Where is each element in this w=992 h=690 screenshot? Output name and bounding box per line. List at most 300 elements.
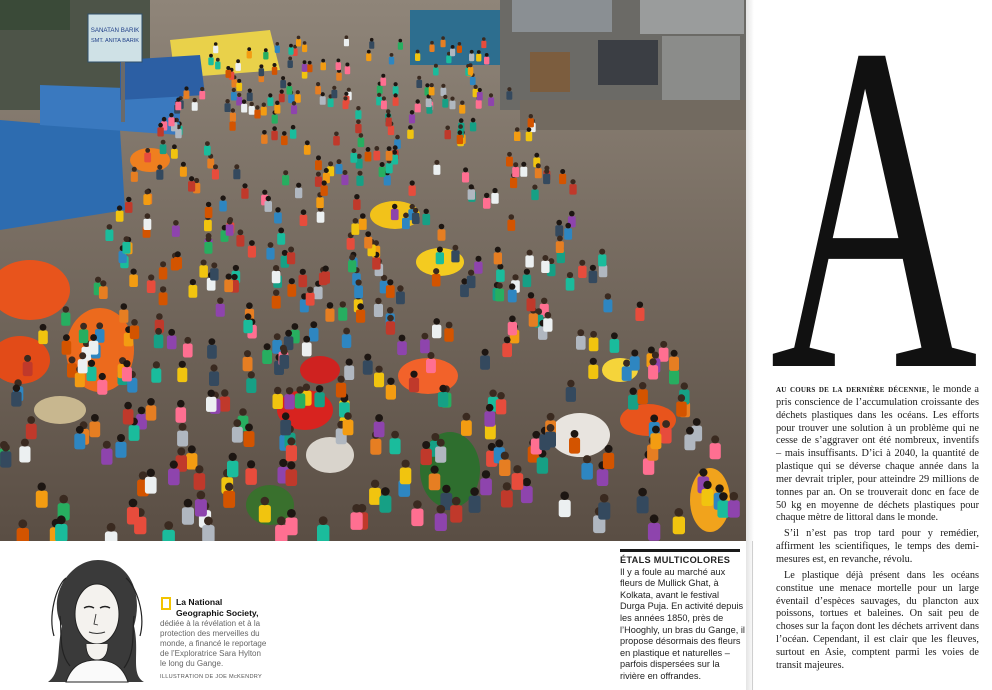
- crowd-person-head: [478, 88, 482, 92]
- crowd-person-body: [156, 170, 163, 180]
- crowd-person-body: [75, 373, 85, 388]
- crowd-person-head: [321, 59, 325, 63]
- crowd-person-body: [286, 469, 298, 486]
- crowd-person-head: [387, 307, 394, 314]
- crowd-person-body: [259, 68, 265, 76]
- crowd-person-head: [69, 356, 76, 363]
- crowd-person-head: [468, 270, 474, 276]
- crowd-person-body: [386, 151, 393, 161]
- crowd-person-head: [376, 366, 383, 373]
- crowd-person-body: [184, 90, 190, 99]
- crowd-person-head: [131, 319, 138, 326]
- crowd-person-body: [356, 310, 365, 323]
- crowd-person-head: [277, 516, 286, 525]
- crowd-person-head: [181, 162, 186, 167]
- crowd-person-head: [605, 445, 613, 453]
- crowd-person-body: [229, 122, 235, 131]
- crowd-person-body: [338, 308, 347, 321]
- crowd-person-body: [295, 188, 302, 199]
- crowd-person-body: [543, 174, 550, 184]
- crowd-person-body: [402, 218, 410, 229]
- crowd-person-head: [292, 323, 299, 330]
- crowd-person-body: [317, 212, 325, 223]
- crowd-person-head: [259, 64, 263, 68]
- crowd-person-head: [264, 343, 271, 350]
- crowd-person-head: [289, 278, 295, 284]
- roof-right: [640, 0, 744, 34]
- crowd-person-body: [119, 310, 128, 323]
- crowd-person-head: [382, 96, 386, 100]
- crowd-person-body: [603, 453, 614, 469]
- crowd-person-head: [319, 516, 328, 525]
- crowd-person-body: [204, 146, 211, 156]
- crowd-person-head: [650, 514, 659, 523]
- crowd-person-head: [434, 64, 438, 68]
- crowd-person-head: [374, 146, 379, 151]
- crowd-person-body: [450, 49, 455, 57]
- crowd-person-body: [566, 387, 576, 402]
- crowd-person-head: [356, 106, 360, 110]
- crowd-person-body: [241, 188, 248, 199]
- crowd-person-body: [160, 144, 167, 154]
- crowd-person-body: [216, 304, 225, 317]
- crowd-person-body: [309, 328, 318, 342]
- crowd-person-body: [271, 131, 278, 140]
- crowd-person-head: [441, 84, 445, 88]
- crowd-person-head: [541, 298, 547, 304]
- crowd-person-head: [430, 83, 434, 87]
- crowd-person-body: [506, 91, 512, 100]
- explorer-portrait-illustration: [40, 556, 152, 684]
- crowd-person-body: [207, 345, 217, 359]
- crowd-person-head: [288, 57, 292, 61]
- crowd-person-head: [197, 491, 206, 500]
- crowd-person-body: [467, 276, 476, 289]
- crowd-person-body: [480, 478, 492, 495]
- crowd-person-head: [188, 445, 196, 453]
- crowd-person-body: [280, 80, 286, 88]
- crowd-person-head: [605, 293, 611, 299]
- crowd-person-body: [175, 102, 181, 111]
- crowd-person-head: [88, 360, 95, 367]
- crowd-person-body: [317, 525, 329, 541]
- crowd-person-head: [394, 82, 398, 86]
- crowd-person-body: [351, 224, 359, 235]
- crowd-person-body: [62, 341, 72, 355]
- crowd-person-head: [375, 298, 381, 304]
- crowd-person-body: [23, 362, 33, 376]
- crowd-person-head: [287, 461, 295, 469]
- crowd-person-body: [369, 488, 381, 505]
- crowd-person-head: [145, 189, 150, 194]
- crowd-person-body: [279, 355, 289, 369]
- crowd-person-head: [121, 303, 128, 310]
- crowd-person-head: [623, 360, 630, 367]
- crowd-person-body: [55, 524, 67, 541]
- crowd-person-head: [528, 292, 534, 298]
- crowd-person-head: [264, 48, 268, 52]
- crowd-person-body: [350, 153, 357, 163]
- crowd-person-body: [168, 117, 174, 126]
- crowd-person-head: [344, 412, 352, 420]
- crowd-person-body: [144, 153, 151, 163]
- crowd-person-head: [390, 53, 394, 57]
- crowd-person-head: [485, 53, 489, 57]
- crowd-person-body: [291, 105, 297, 114]
- crowd-person-body: [470, 77, 476, 85]
- crowd-person-body: [231, 92, 237, 101]
- crowd-person-head: [463, 167, 468, 172]
- crowd-person-body: [176, 407, 187, 422]
- crowd-person-head: [534, 153, 539, 158]
- crowd-person-head: [303, 41, 307, 45]
- crowd-person-body: [288, 47, 293, 55]
- wooden-crate: [530, 52, 570, 92]
- crowd-person-head: [489, 93, 493, 97]
- crowd-person-head: [179, 361, 186, 368]
- crowd-person-head: [413, 500, 422, 509]
- crowd-person-head: [160, 286, 166, 292]
- crowd-person-body: [162, 530, 175, 541]
- crowd-person-head: [486, 404, 494, 412]
- crowd-person-head: [316, 82, 320, 86]
- crowd-person-head: [469, 184, 474, 189]
- crowd-person-body: [232, 427, 243, 443]
- crowd-person-head: [164, 521, 173, 530]
- crowd-person-body: [390, 438, 401, 454]
- crowd-person-body: [336, 73, 342, 81]
- crowd-person-head: [340, 301, 346, 307]
- crowd-person-head: [343, 170, 348, 175]
- crowd-person-head: [332, 86, 336, 90]
- crowd-person-body: [444, 328, 453, 342]
- crowd-person-body: [630, 356, 640, 370]
- crowd-person-body: [348, 260, 356, 272]
- crowd-person-body: [717, 500, 729, 517]
- crowd-person-body: [279, 94, 285, 103]
- crowd-person-head: [547, 413, 555, 421]
- crowd-person-head: [184, 86, 188, 90]
- crowd-person-head: [280, 90, 284, 94]
- crowd-person-body: [159, 267, 168, 279]
- crowd-person-head: [324, 168, 329, 173]
- crowd-person-head: [297, 36, 301, 40]
- crowd-person-body: [306, 293, 315, 306]
- crowd-person-body: [182, 507, 194, 525]
- sign-pole: [121, 62, 125, 122]
- crowd-person-body: [380, 78, 386, 86]
- crowd-person-body: [576, 336, 586, 350]
- crowd-person-body: [432, 274, 441, 287]
- crowd-person-body: [314, 392, 324, 407]
- crowd-person-body: [248, 246, 256, 258]
- crowd-person-head: [208, 390, 215, 397]
- crowd-person-head: [155, 328, 162, 335]
- crowd-person-body: [476, 54, 481, 62]
- crowd-person-head: [90, 334, 97, 341]
- crowd-person-head: [175, 251, 181, 257]
- crowd-person-head: [356, 279, 362, 285]
- crowd-person-body: [450, 505, 462, 522]
- crowd-person-body: [226, 70, 232, 78]
- crowd-person-body: [183, 344, 193, 358]
- crowd-person-head: [38, 483, 46, 491]
- crowd-person-head: [360, 213, 366, 219]
- crowd-person-head: [523, 478, 531, 486]
- crowd-person-head: [321, 92, 325, 96]
- crowd-person-head: [524, 269, 530, 275]
- crowd-person-head: [557, 236, 563, 242]
- crowd-person-body: [230, 113, 236, 122]
- crowd-person-head: [288, 247, 294, 253]
- crowd-person-head: [484, 193, 489, 198]
- crowd-person-head: [600, 494, 609, 503]
- crowd-person-head: [217, 298, 223, 304]
- crowd-person-head: [416, 50, 420, 54]
- shop-sign-line2: SMT. ANITA BARIK: [90, 38, 140, 44]
- crowd-person-body: [19, 446, 30, 462]
- crowd-person-head: [445, 126, 450, 131]
- crowd-person-body: [154, 335, 164, 349]
- crowd-person-head: [410, 180, 415, 185]
- crowd-person-head: [156, 313, 163, 320]
- crowd-person-head: [129, 499, 138, 508]
- crowd-person-body: [275, 46, 280, 54]
- crowd-person-body: [146, 405, 157, 420]
- crowd-person-body: [220, 397, 231, 412]
- crowd-person-head: [107, 523, 116, 532]
- crowd-person-body: [273, 394, 283, 409]
- crowd-person-head: [327, 302, 334, 309]
- crowd-person-body: [336, 62, 341, 70]
- crowd-person-body: [262, 350, 272, 364]
- crowd-person-body: [321, 62, 327, 70]
- crowd-person-body: [559, 500, 571, 517]
- crowd-person-body: [235, 63, 241, 71]
- crowd-person-head: [507, 152, 512, 157]
- crowd-person-head: [247, 460, 255, 468]
- crowd-person-body: [569, 184, 576, 195]
- crowd-person-body: [435, 447, 446, 463]
- crowd-person-body: [494, 252, 502, 264]
- crowd-person-body: [421, 449, 432, 465]
- crowd-person-head: [200, 87, 204, 91]
- crowd-person-body: [481, 41, 486, 48]
- crowd-person-body: [209, 371, 219, 386]
- crowd-person-head: [652, 426, 660, 434]
- crowd-person-body: [372, 258, 380, 270]
- crowd-person-head: [392, 204, 397, 209]
- crowd-person-body: [496, 270, 505, 282]
- crowd-person-head: [507, 87, 511, 91]
- crowd-person-head: [316, 155, 321, 160]
- crowd-person-body: [396, 292, 405, 305]
- crowd-person-head: [365, 231, 371, 237]
- crowd-person-head: [131, 269, 137, 275]
- crowd-person-head: [497, 392, 504, 399]
- crowd-person-body: [597, 469, 609, 486]
- crowd-person-body: [386, 321, 395, 335]
- crowd-person-body: [61, 313, 70, 326]
- crowd-person-body: [469, 54, 474, 62]
- crowd-person-head: [63, 334, 70, 341]
- crowd-person-head: [547, 424, 555, 432]
- crowd-person-body: [143, 194, 150, 205]
- crowd-person-head: [699, 468, 707, 476]
- crowd-person-head: [352, 504, 361, 513]
- crowd-person-head: [532, 431, 540, 439]
- crowd-person-head: [96, 322, 103, 329]
- crowd-person-head: [126, 197, 131, 202]
- crowd-person-head: [337, 159, 342, 164]
- crowd-person-head: [451, 45, 455, 49]
- crowd-person-body: [223, 491, 235, 508]
- shop-sign-line1: SANATAN BARIK: [90, 27, 140, 34]
- crowd-person-head: [715, 484, 723, 492]
- crowd-person-head: [343, 96, 347, 100]
- crowd-person-head: [80, 323, 87, 330]
- crowd-person-head: [433, 318, 440, 325]
- article-paragraph-2: S’il n’est pas trop tard pour y remédier, affirment les scientifiques, le temps des demi-mesures est, en revanche, révolu.: [776, 528, 979, 565]
- crowd-person-head: [504, 337, 511, 344]
- crowd-person-body: [89, 422, 100, 438]
- crowd-person-body: [426, 98, 432, 107]
- crowd-person-head: [261, 497, 270, 506]
- crowd-person-body: [259, 505, 271, 523]
- crowd-person-body: [343, 100, 349, 109]
- crowd-person-body: [363, 360, 373, 374]
- crowd-person-head: [567, 380, 574, 387]
- crowd-person-body: [635, 308, 644, 321]
- crowd-person-head: [730, 492, 739, 501]
- crowd-person-head: [452, 497, 461, 506]
- crowd-person-body: [11, 392, 21, 407]
- crowd-person-body: [581, 463, 593, 480]
- crowd-person-head: [482, 37, 486, 41]
- crowd-person-body: [477, 92, 483, 101]
- crowd-person-head: [27, 416, 35, 424]
- crowd-person-head: [442, 485, 450, 493]
- crowd-person-body: [373, 151, 380, 161]
- crowd-person-body: [446, 56, 451, 64]
- caption-rule: [620, 549, 740, 552]
- crowd-person-body: [366, 53, 371, 61]
- crowd-person-head: [255, 105, 259, 109]
- crowd-person-head: [662, 420, 670, 428]
- crowd-person-body: [648, 523, 660, 541]
- crowd-person-head: [377, 93, 381, 97]
- crowd-person-body: [566, 278, 575, 291]
- crowd-person-body: [527, 298, 536, 311]
- crowd-person-body: [263, 52, 268, 60]
- crowd-person-body: [397, 341, 407, 355]
- crowd-person-body: [589, 338, 599, 352]
- crowd-person-body: [316, 197, 324, 208]
- crowd-person-body: [247, 93, 253, 102]
- crowd-person-head: [310, 321, 317, 328]
- crowd-person-head: [422, 333, 429, 340]
- crowd-person-body: [569, 438, 580, 454]
- crowd-person-head: [268, 242, 274, 248]
- crowd-person-head: [527, 127, 532, 132]
- crowd-person-head: [391, 431, 399, 439]
- crowd-person-head: [195, 465, 203, 473]
- crowd-person-body: [300, 215, 308, 226]
- crowd-person-body: [510, 178, 517, 188]
- crowd-person-body: [659, 348, 669, 362]
- crowd-person-body: [344, 366, 354, 381]
- crowd-person-body: [495, 289, 504, 302]
- crowd-person-body: [409, 378, 419, 393]
- crowd-person-head: [275, 101, 279, 105]
- crowd-person-head: [512, 274, 518, 280]
- crowd-person-body: [407, 130, 414, 139]
- photo-caption: [620, 549, 746, 683]
- crowd-person-head: [349, 254, 355, 260]
- crowd-person-body: [199, 91, 205, 100]
- crowd-person-head: [443, 95, 447, 99]
- crowd-person-body: [555, 225, 563, 236]
- illustration-credit: ILLUSTRATION DE JOE McKENDRY: [160, 674, 263, 680]
- crowd-person-body: [537, 457, 548, 473]
- crowd-person-body: [499, 460, 510, 477]
- crowd-person-head: [117, 434, 125, 442]
- crowd-person-body: [386, 163, 393, 173]
- crowd-person-head: [281, 76, 285, 80]
- crowd-person-head: [413, 208, 418, 213]
- crowd-person-head: [660, 341, 667, 348]
- crowd-person-head: [303, 384, 310, 391]
- crowd-person-body: [97, 380, 107, 395]
- crowd-person-body: [243, 357, 253, 371]
- crowd-person-head: [278, 228, 284, 234]
- crowd-person-head: [273, 63, 277, 67]
- crowd-person-body: [520, 167, 527, 177]
- crowd-person-head: [482, 470, 490, 478]
- crowd-person-body: [412, 213, 420, 224]
- crowd-person-head: [286, 387, 293, 394]
- crowd-person-head: [386, 109, 390, 113]
- crowd-person-head: [158, 123, 163, 128]
- crowd-person-body: [79, 329, 89, 343]
- crowd-person-head: [422, 441, 430, 449]
- crowd-person-body: [321, 185, 328, 196]
- crowd-person-body: [379, 495, 391, 512]
- crowd-person-body: [661, 428, 672, 444]
- crowd-person-head: [322, 180, 327, 185]
- crowd-person-head: [232, 274, 238, 280]
- crowd-person-body: [236, 97, 242, 106]
- crowd-person-head: [59, 495, 68, 504]
- crowd-person-body: [514, 132, 521, 141]
- crowd-person-head: [216, 58, 220, 62]
- crowd-person-head: [40, 324, 47, 331]
- crowd-person-body: [470, 122, 476, 131]
- crowd-person-head: [148, 274, 154, 280]
- crowd-person-head: [316, 172, 321, 177]
- crowd-person-head: [503, 482, 511, 490]
- crowd-person-head: [424, 209, 429, 214]
- crowd-person-body: [328, 98, 334, 107]
- crowd-person-body: [400, 468, 412, 485]
- crowd-person-body: [287, 284, 296, 297]
- crowd-person-body: [344, 39, 349, 46]
- crowd-person-head: [231, 108, 235, 112]
- crowd-person-body: [637, 496, 649, 513]
- crowd-person-head: [387, 146, 392, 151]
- crowd-person-body: [508, 322, 517, 336]
- crowd-person-head: [611, 332, 618, 339]
